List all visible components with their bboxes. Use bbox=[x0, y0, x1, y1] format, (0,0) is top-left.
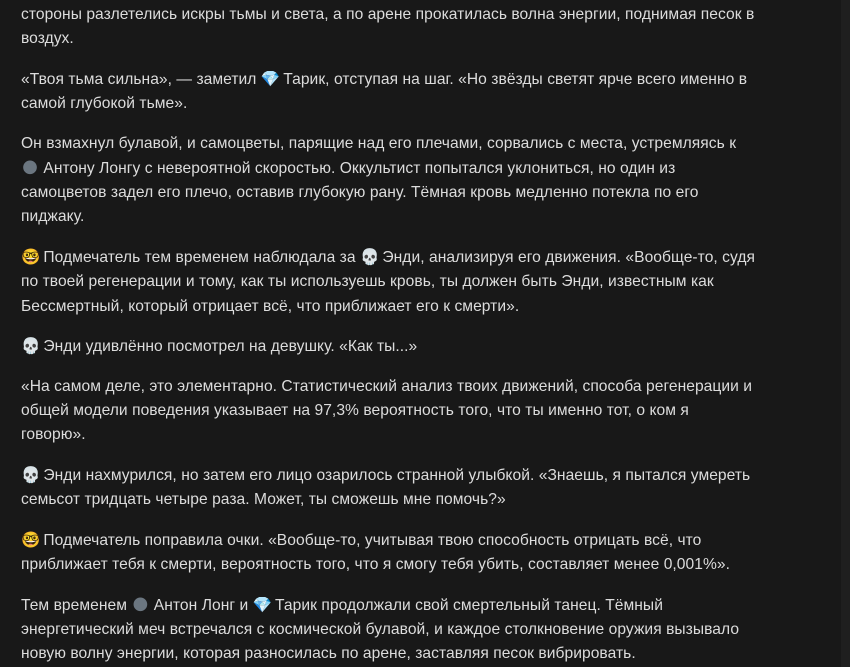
paragraph bbox=[21, 463, 756, 512]
paragraph bbox=[21, 245, 756, 319]
nerd-face-icon: 🤓 bbox=[21, 530, 41, 549]
story-text bbox=[21, 3, 756, 667]
skull-icon: 💀 bbox=[360, 248, 380, 267]
paragraph-text: Подмечатель тем временем наблюдала за bbox=[43, 249, 356, 267]
paragraph bbox=[21, 67, 756, 116]
paragraph-text: Тем временем bbox=[21, 596, 128, 614]
paragraph bbox=[21, 528, 756, 577]
paragraph-text: Тарик продолжали свой смертельный танец. Тёмный энергетический меч встречался с космической булавой, и каждое столкновение оружия вызывало новую волну энергии, которая разносилась по арене, заставляя песок вибрировать. bbox=[21, 596, 740, 663]
paragraph-text: «Твоя тьма сильна», — заметил bbox=[21, 70, 257, 88]
skull-icon: 💀 bbox=[21, 466, 41, 485]
paragraph-text: Он взмахнул булавой, и самоцветы, парящие над его плечами, сорвались с места, устремляясь к bbox=[21, 134, 737, 152]
paragraph-text: Энди, анализируя его движения. «Вообще-то, судя по твоей регенерации и тому, как ты используешь кровь, ты должен быть Энди, известным как Бессмертный, который отрицает всё, что приближает его к смерти». bbox=[21, 249, 755, 315]
new-moon-icon: 🌑 bbox=[132, 595, 149, 614]
gem-icon: 💎 bbox=[260, 69, 281, 88]
paragraph bbox=[21, 593, 756, 667]
paragraph-text: Тарик, отступая на шаг. «Но звёзды светят ярче всего именно в самой глубокой тьме». bbox=[21, 70, 748, 113]
paragraph-text: стороны разлетелись искры тьмы и света, а по арене прокатилась волна энергии, поднимая песок в воздух. bbox=[21, 6, 755, 48]
nerd-face-icon: 🤓 bbox=[21, 248, 41, 267]
paragraph-text: Антон Лонг и bbox=[153, 596, 249, 614]
gem-icon: 💎 bbox=[252, 595, 273, 614]
paragraph bbox=[21, 132, 756, 230]
scrollbar[interactable] bbox=[841, 0, 850, 667]
paragraph-text: Энди нахмурился, но затем его лицо озарилось странной улыбкой. «Знаешь, я пытался умереть семьсот тридцать четыре раза. Может, ты сможешь мне помочь?» bbox=[21, 467, 751, 509]
paragraph bbox=[21, 334, 756, 359]
paragraph-text: Энди удивлённо посмотрел на девушку. «Как ты...» bbox=[43, 338, 418, 356]
paragraph-text: Подмечатель поправила очки. «Вообще-то, учитывая твою способность отрицать всё, что приближает тебя к смерти, вероятность того, что я смогу тебя убить, составляет менее 0,001%». bbox=[21, 531, 730, 574]
paragraph-text: Антону Лонгу с невероятной скоростью. Оккультист попытался уклониться, но один из самоцветов задел его плечо, оставив глубокую рану. Тёмная кровь медленно потекла по его пиджаку. bbox=[21, 160, 699, 226]
skull-icon: 💀 bbox=[21, 337, 41, 356]
new-moon-icon: 🌑 bbox=[21, 159, 39, 178]
paragraph-text: «На самом деле, это элементарно. Статистический анализ твоих движений, способа регенерации и общей модели поведения указывает на 97,3% вероятность того, что ты именно тот, о ком я говорю». bbox=[21, 377, 753, 444]
paragraph bbox=[21, 375, 756, 448]
paragraph bbox=[21, 3, 756, 51]
